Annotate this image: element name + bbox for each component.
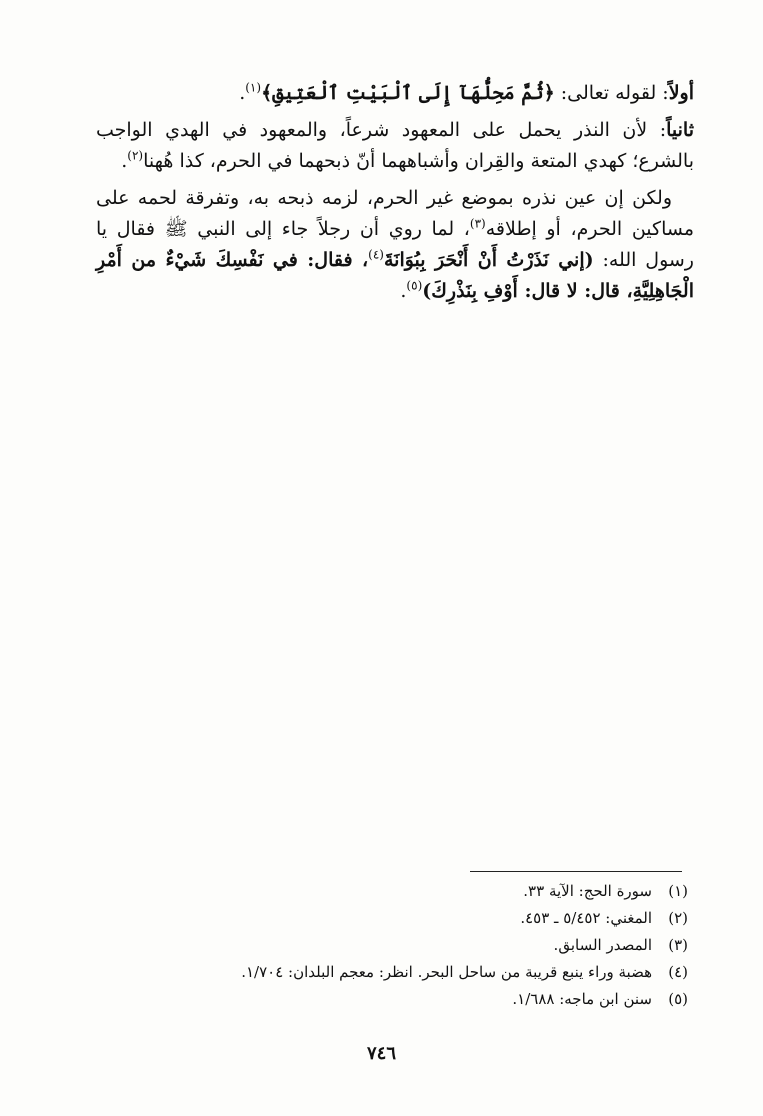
label-first: أولاً: [668, 82, 694, 104]
footnote-ref-5: (٥): [406, 278, 423, 293]
footnote-ref-1: (١): [245, 80, 262, 95]
footnote-number: (٣): [668, 936, 688, 954]
paragraph-second: [96, 115, 694, 177]
footnote-ref-4: (٤): [368, 247, 384, 262]
footnote-number: (٢): [668, 909, 688, 927]
hadith-quote: (إني نَذَرْتُ أَنْ أَنْحَرَ بِبُوَانَةَ: [383, 249, 594, 271]
footnote-text: المصدر السابق.: [553, 936, 652, 954]
paragraph-first: [96, 78, 694, 109]
footnotes: [150, 878, 688, 1013]
hadith-quote-2: ، فقال: في نَفْسِكَ شَيْءٌ من أَمْرِ الْجَاهِلِيَّةِ، قال: لا قال: أَوْفِ بِنَذْرِكَ): [96, 249, 694, 302]
paragraph-third-end: .: [400, 280, 407, 302]
paragraph-first-text: : لقوله تعالى:: [554, 82, 669, 104]
page-number: ٧٤٦: [366, 1043, 396, 1064]
footnote-text: المغني: ٥/٤٥٢ ـ ٤٥٣.: [520, 909, 652, 927]
footnote-separator: [470, 871, 682, 872]
paragraph-first-end: .: [239, 82, 246, 104]
paragraph-third-text-2: ، لما روي أن رجلاً جاء إلى النبي ﷺ فقال يا رسول الله:: [96, 218, 694, 271]
footnote-text: هضبة وراء ينبع قريبة من ساحل البحر. انظر: معجم البلدان: ١/٧٠٤.: [241, 963, 652, 981]
paragraph-second-end: .: [121, 150, 128, 172]
footnote-item: [150, 878, 688, 905]
label-second: ثانياً: [666, 119, 694, 141]
footnote-number: (٥): [668, 990, 688, 1008]
footnote-ref-2: (٢): [127, 148, 144, 163]
footnote-item: [150, 932, 688, 959]
paragraph-third: [96, 183, 694, 307]
quran-quote: ﴿ثُمَّ مَحِلُّهَآ إِلَى ٱلْبَيْتِ ٱلْعَتِيقِ﴾: [261, 82, 555, 104]
footnote-ref-3: (٣): [469, 216, 486, 231]
paragraph-third-text: ولكن إن عين نذره بموضع غير الحرم، لزمه ذبحه به، وتفرقة لحمه على مساكين الحرم، أو إطلاقه: [96, 187, 694, 240]
footnote-text: سورة الحج: الآية ٣٣.: [523, 882, 652, 900]
footnote-item: [150, 959, 688, 986]
footnote-number: (١): [668, 882, 688, 900]
main-text: [96, 78, 694, 313]
paragraph-second-text: : لأن النذر يحمل على المعهود شرعاً، والمعهود في الهدي الواجب بالشرع؛ كهدي المتعة والقِران وأشباههما أنّ ذبحهما في الحرم، كذا هُهنا: [96, 119, 694, 172]
footnote-item: [150, 905, 688, 932]
footnote-text: سنن ابن ماجه: ١/٦٨٨.: [512, 990, 652, 1008]
footnote-number: (٤): [668, 963, 688, 981]
footnote-item: [150, 986, 688, 1013]
